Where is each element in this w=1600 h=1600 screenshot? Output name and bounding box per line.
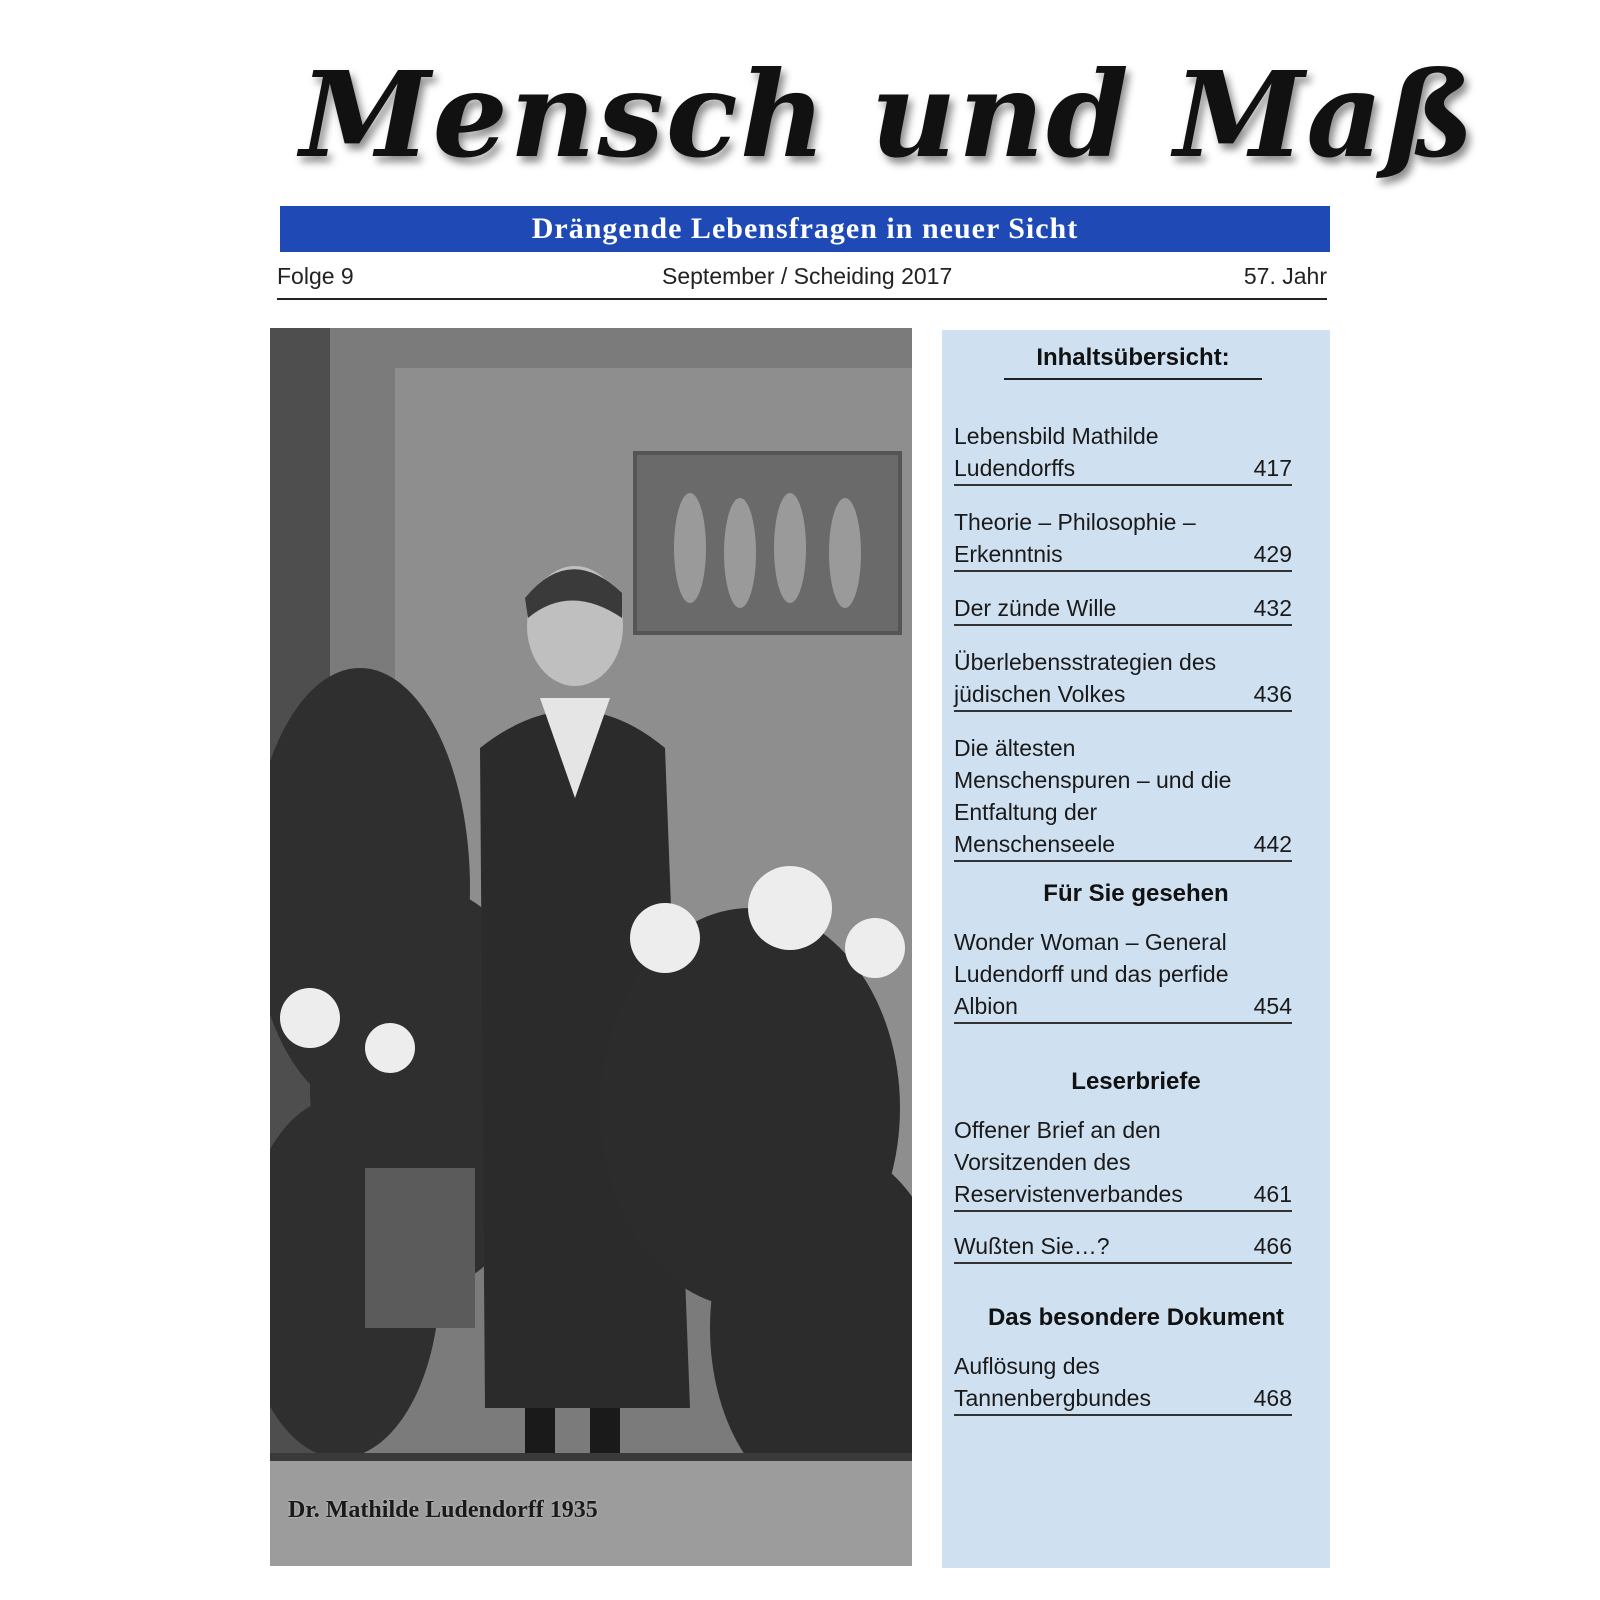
toc-entry-title: Auflösung des Tannenbergbundes — [954, 1353, 1151, 1411]
toc-entry-page: 417 — [1253, 455, 1292, 481]
toc-entry-page: 466 — [1253, 1233, 1292, 1259]
toc-entry[interactable] — [954, 926, 1292, 1024]
toc-entry[interactable] — [954, 1114, 1292, 1212]
toc-entry-title: Wußten Sie…? — [954, 1233, 1110, 1259]
photo-caption: Dr. Mathilde Ludendorff 1935 — [288, 1497, 598, 1523]
issue-info — [277, 258, 1327, 300]
toc-entry[interactable] — [954, 592, 1292, 626]
toc-entry[interactable] — [954, 732, 1292, 862]
cover-photo — [270, 328, 912, 1566]
issue-number: Folge 9 — [277, 263, 354, 289]
toc-section-heading: Das besondere Dokument — [987, 1304, 1285, 1331]
toc-entry-page: 461 — [1253, 1181, 1292, 1207]
issue-year: 57. Jahr — [1243, 263, 1327, 289]
cover-photo-illustration — [270, 328, 912, 1566]
toc-entry[interactable] — [954, 1350, 1292, 1416]
toc-entry-title: Offener Brief an den Vorsitzenden des Reservistenverbandes — [954, 1117, 1183, 1207]
toc-section-heading: Für Sie gesehen — [1043, 880, 1229, 907]
toc-entry-title: Theorie – Philosophie – Erkenntnis — [954, 509, 1196, 567]
toc-entry-title: Lebensbild Mathilde Ludendorffs — [954, 423, 1159, 481]
masthead-subtitle: Drängende Lebensfragen in neuer Sicht — [280, 206, 1330, 252]
toc-entry-title: Die ältesten Menschenspuren – und die Entfaltung der Menschenseele — [954, 735, 1232, 857]
toc-entry[interactable] — [954, 1230, 1292, 1264]
toc-entry-title: Der zünde Wille — [954, 595, 1117, 621]
toc-entry-title: Wonder Woman – General Ludendorff und das perfide Albion — [954, 929, 1229, 1019]
toc-entry-title: Überlebensstrategien des jüdischen Volkes — [954, 649, 1217, 707]
table-of-contents — [942, 330, 1330, 1568]
toc-entry-page: 468 — [1253, 1385, 1292, 1411]
toc-entry[interactable] — [954, 646, 1292, 712]
toc-heading: Inhaltsübersicht: — [1004, 344, 1262, 380]
toc-entry-page: 454 — [1253, 993, 1292, 1019]
toc-entry-page: 429 — [1253, 541, 1292, 567]
masthead-title: Mensch und Maß — [300, 45, 1477, 184]
toc-entry[interactable] — [954, 420, 1292, 486]
toc-section-heading: Leserbriefe — [1071, 1068, 1201, 1095]
toc-entry-page: 442 — [1253, 831, 1292, 857]
toc-entry[interactable] — [954, 506, 1292, 572]
toc-entry-page: 432 — [1253, 595, 1292, 621]
toc-entry-page: 436 — [1253, 681, 1292, 707]
issue-date: September / Scheiding 2017 — [662, 263, 953, 289]
